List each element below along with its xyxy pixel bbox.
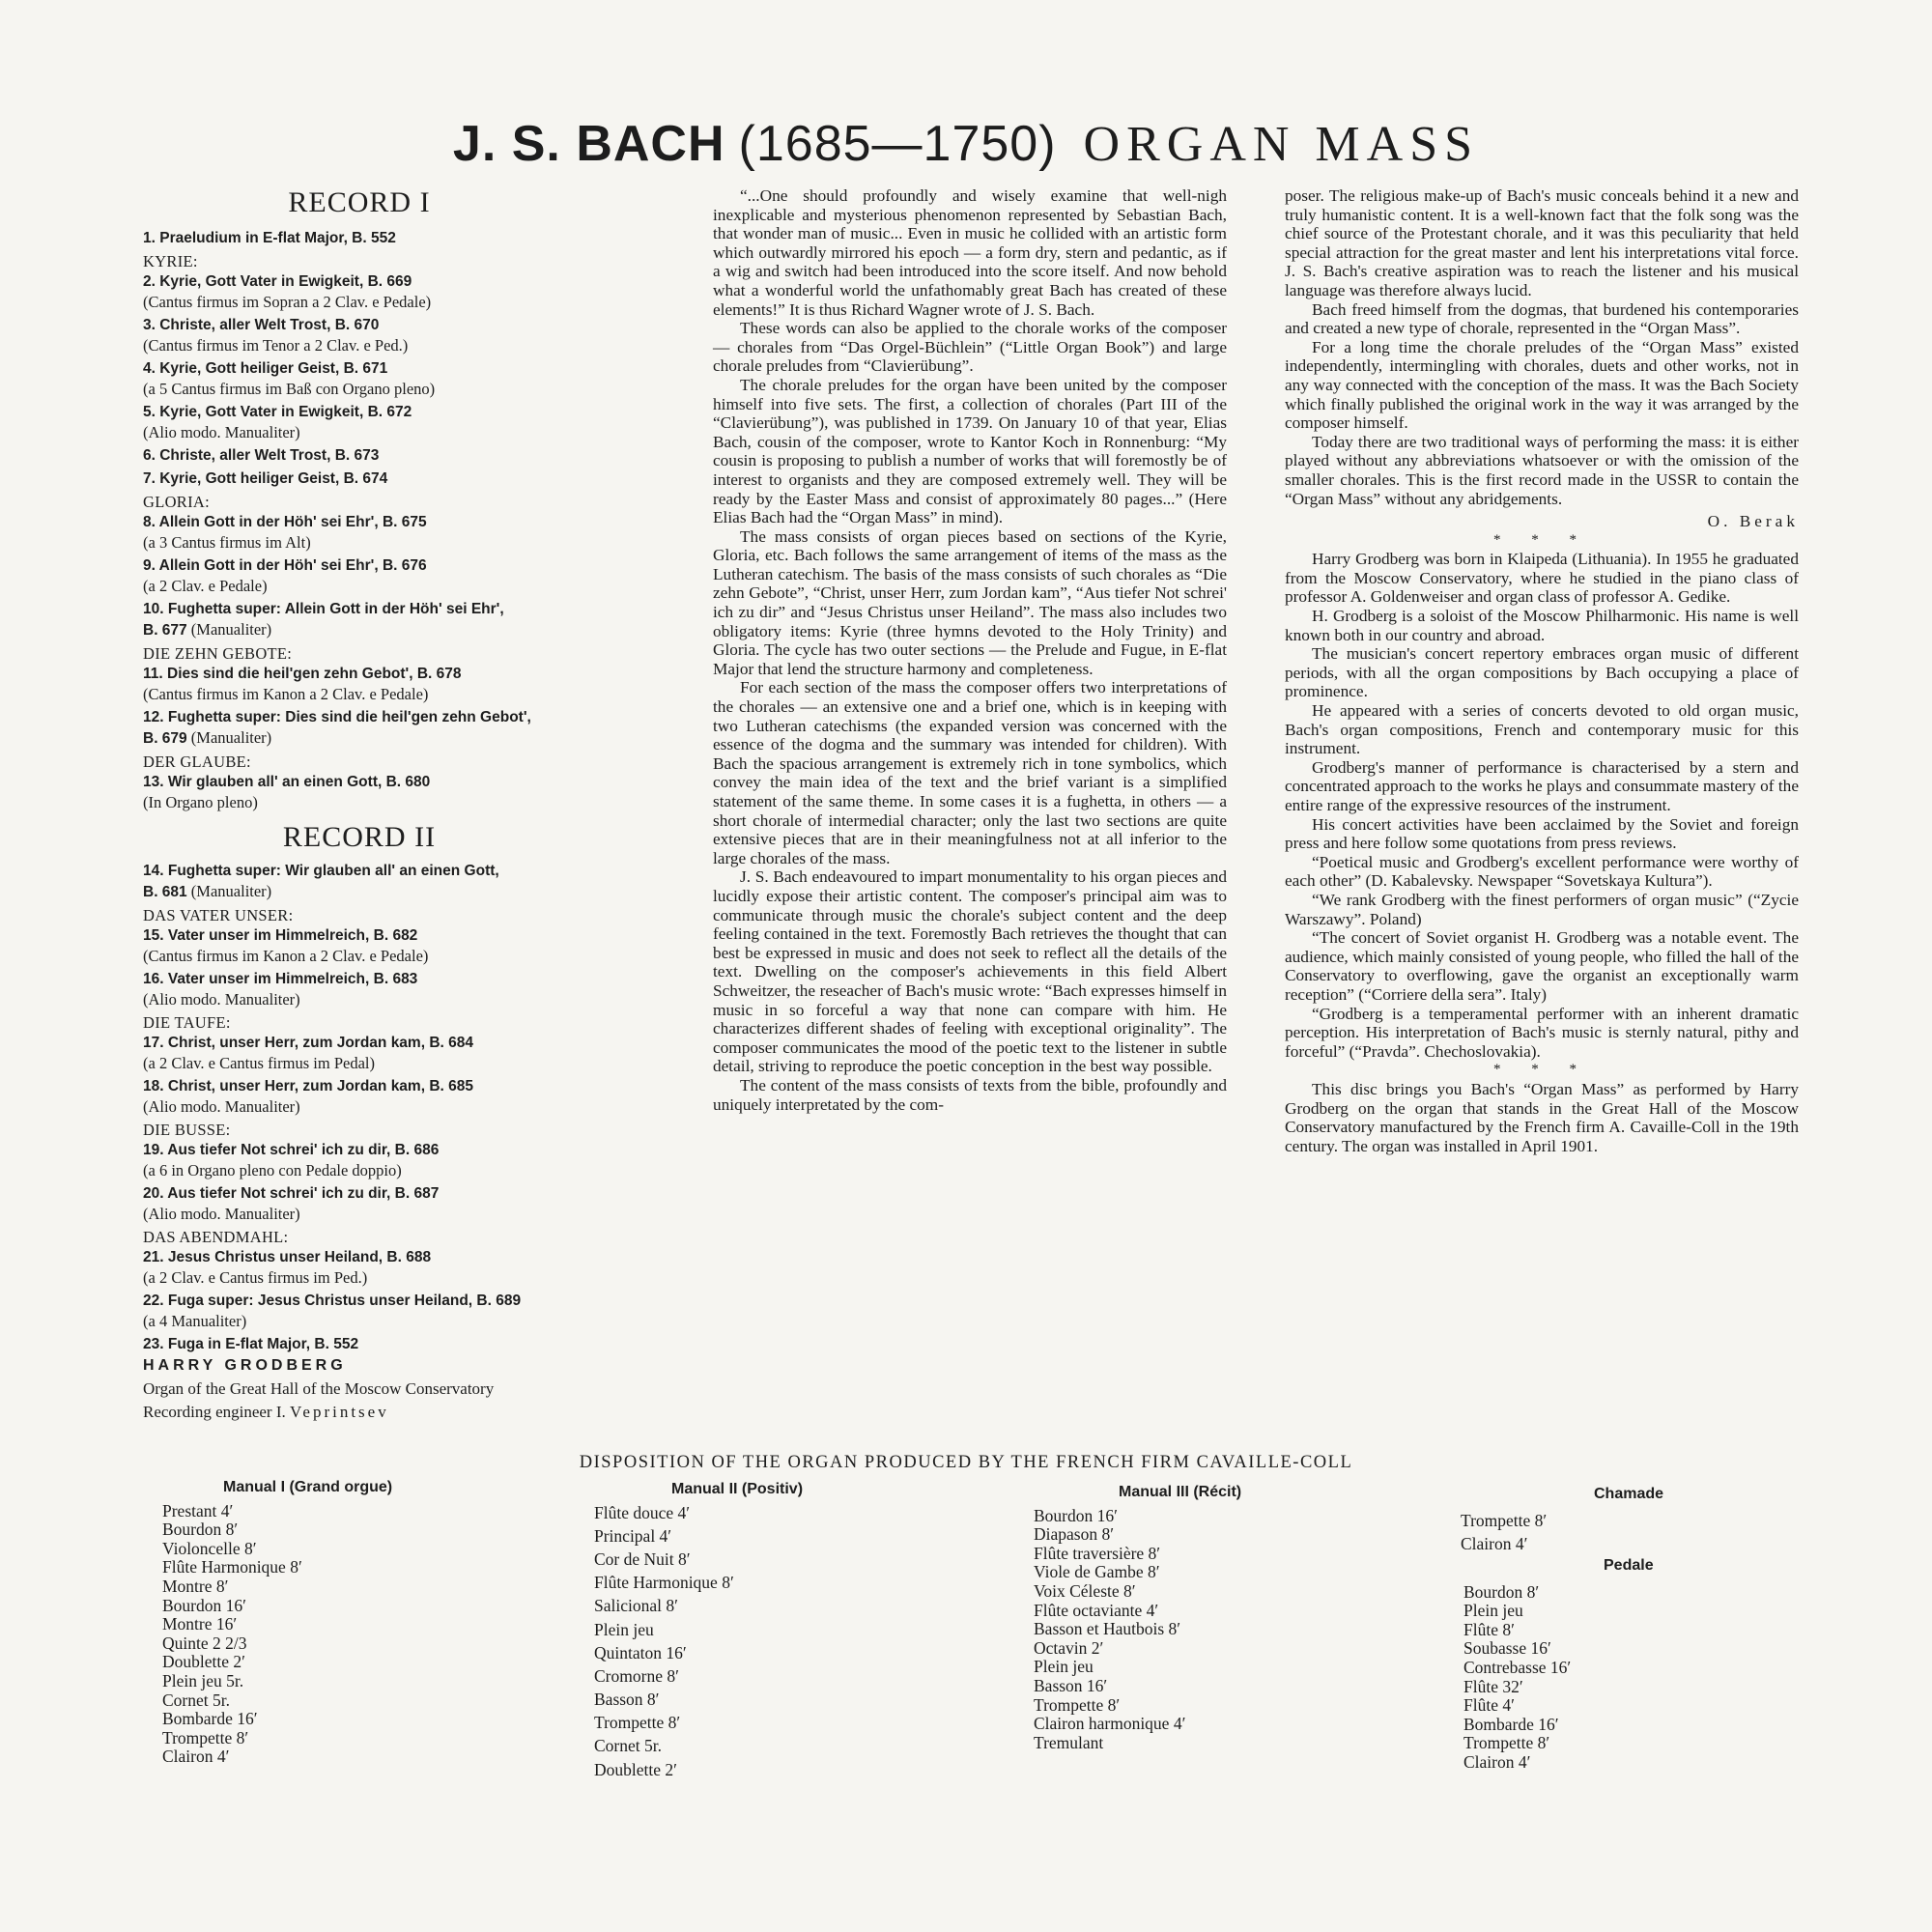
organ-stop: Trompette 8′ [1461, 1510, 1548, 1530]
essay-paragraph: The musician's concert repertory embraces organ music of different periods, with all the organ compositions by Bach occupying a place of prominence. [1285, 644, 1799, 701]
organ-stop: Clairon 4′ [1461, 1533, 1528, 1553]
author-signature: O. Berak [1707, 512, 1799, 531]
performer-name: HARRY GRODBERG [143, 1357, 347, 1374]
organ-stop: Plein jeu [1034, 1657, 1094, 1677]
track-title: 19. Aus tiefer Not schrei' ich zu dir, B. 686 [143, 1142, 440, 1158]
organ-stop: Quintaton 16′ [594, 1642, 687, 1662]
title-years: (1685—1750) [738, 116, 1057, 172]
organ-stop: Flûte octaviante 4′ [1034, 1600, 1159, 1620]
essay-paragraph: Today there are two traditional ways of performing the mass: it is either played without any abbreviations whatsoever or with the omission of the smaller chorales. This is the first record made in the USSR to contain the “Organ Mass” without any abridgements. [1285, 432, 1799, 508]
organ-stop: Cornet 5r. [594, 1736, 662, 1756]
organ-stop: Quinte 2 2/3 [162, 1633, 247, 1653]
track-scoring: (a 2 Clav. e Cantus firmus im Ped.) [143, 1268, 368, 1287]
organ-stop: Bombarde 16′ [162, 1709, 258, 1729]
record-1-heading: RECORD I [288, 186, 431, 218]
track-scoring: (a 4 Manualiter) [143, 1312, 247, 1330]
organ-stop: Trompette 8′ [1034, 1694, 1121, 1715]
essay-part-mass [1285, 186, 1799, 508]
chamade-heading: Chamade [1594, 1486, 1664, 1502]
track-scoring: (Alio modo. Manualiter) [143, 1205, 300, 1223]
track-title: 6. Christe, aller Welt Trost, B. 673 [143, 447, 380, 464]
organ-stop: Prestant 4′ [162, 1500, 234, 1520]
track-scoring: (Cantus firmus im Kanon a 2 Clav. e Pedale) [143, 947, 429, 965]
organ-stop: Viole de Gambe 8′ [1034, 1562, 1160, 1582]
organ-stop: Flûte traversière 8′ [1034, 1543, 1161, 1563]
page-title [0, 114, 1932, 175]
essay-paragraph: His concert activities have been acclaimed by the Soviet and foreign press and here follow some quotations from press reviews. [1285, 814, 1799, 853]
manual-1-stops [162, 1502, 452, 1767]
track-catalog-number: B. 681 [143, 884, 187, 900]
track-title: 7. Kyrie, Gott heiliger Geist, B. 674 [143, 470, 388, 487]
track-scoring: (a 2 Clav. e Pedale) [143, 577, 268, 595]
record-2-tracklist [143, 861, 665, 1357]
section-divider: * * * [1493, 1062, 1590, 1078]
track-scoring: (Cantus firmus im Kanon a 2 Clav. e Pedale) [143, 685, 429, 703]
track-scoring: (a 6 in Organo pleno con Pedale doppio) [143, 1161, 402, 1179]
organ-stop: Basson 8′ [594, 1690, 660, 1710]
manual-3-heading: Manual III (Récit) [1119, 1484, 1242, 1500]
organ-stop: Trompette 8′ [162, 1727, 249, 1747]
track-title: 9. Allein Gott in der Höh' sei Ehr', B. 676 [143, 557, 427, 574]
organ-stop: Doublette 2′ [162, 1652, 245, 1672]
track-title: 18. Christ, unser Herr, zum Jordan kam, B. 685 [143, 1078, 473, 1094]
essay-paragraph: “The concert of Soviet organist H. Grodberg was a notable event. The audience, which mainly consisted of young people, who filled the hall of the Conservatory to overflowing, gave the organist an exceptionally warm reception” (“Corriere della sera”. Italy) [1285, 928, 1799, 1004]
essay-part-organ [1285, 1080, 1799, 1155]
essay-paragraph: For a long time the chorale preludes of the “Organ Mass” existed independently, intermingling with chorales, duets and other works, not in any way connected with the conception of the mass. It was the Bach Society which finally published the original work in the way it was arranged by the composer himself. [1285, 337, 1799, 433]
organ-stop: Trompette 8′ [594, 1713, 681, 1733]
essay-paragraph: For each section of the mass the composer offers two interpretations of the chorales — an extensive one and a brief one, which is in keeping with two Lutheran catechisms (the expanded version was concerned with the essence of the dogma and the summary was intended for children). With Bach the spacious arrangement is extremely rich in tone symbolics, which convey the main idea of the text and the brief variant is a simplified statement of the same theme. In some cases it is a fughetta, in others — a short chorale of intermedial character; only the last two sections are quite extensive pieces that are in their meaningfulness not at all inferior to the large chorales of the mass. [713, 678, 1227, 867]
organ-stop: Bourdon 16′ [1034, 1505, 1118, 1525]
manual-1 [162, 1478, 452, 1767]
pedale-stops [1463, 1583, 1753, 1773]
organ-stop: Plein jeu [594, 1619, 654, 1639]
track-title: 1. Praeludium in E-flat Major, B. 552 [143, 230, 396, 246]
track-scoring: (a 3 Cantus firmus im Alt) [143, 533, 311, 552]
organ-stop: Montre 8′ [162, 1576, 229, 1596]
organ-stop: Trompette 8′ [1463, 1733, 1550, 1753]
essay-paragraph: These words can also be applied to the chorale works of the composer — chorales from “Das Orgel-Büchlein” (“Little Organ Book”) and large chorale preludes from “Clavierübung”. [713, 319, 1227, 376]
organ-stop: Contrebasse 16′ [1463, 1657, 1572, 1677]
essay-paragraph: The content of the mass consists of texts from the bible, profoundly and uniquely interpretated by the com- [713, 1075, 1227, 1114]
organ-stop: Doublette 2′ [594, 1759, 677, 1779]
essay-paragraph: J. S. Bach endeavoured to impart monumentality to his organ pieces and lucidly expose their artistic content. The composer's principal aim was to communicate through music the chorale's subject content and the deep feeling contained in the text. Foremostly Bach retrieves the thought that can best be expressed in music and does not seek to reflect all the details of the text. Dwelling on the composer's achievements in this field Albert Schweitzer, the reseacher of Bach's music wrote: “Bach expresses himself in music in so forceful a way that none can compare with him. He characterizes different shades of feeling with exceptional originality”. The composer communicates the mood of the poetic text to the listener in subtle detail, striving to reproduce the poetic conception in the best way possible. [713, 867, 1227, 1076]
track-scoring: (Manualiter) [190, 620, 272, 639]
organ-stop: Flûte 4′ [1463, 1695, 1515, 1716]
title-composer: J. S. BACH [452, 116, 725, 172]
track-catalog-number: B. 677 [143, 622, 187, 639]
track-title: 8. Allein Gott in der Höh' sei Ehr', B. 675 [143, 514, 427, 530]
track-title: 3. Christe, aller Welt Trost, B. 670 [143, 317, 380, 333]
engineer-name: Veprintsev [290, 1403, 389, 1421]
chamade [1461, 1485, 1750, 1558]
essay-paragraph: This disc brings you Bach's “Organ Mass” as performed by Harry Grodberg on the organ that stands in the Great Hall of the Moscow Conservatory manufactured by the French firm A. Cavaille-Coll in the 19th century. The organ was installed in April 1901. [1285, 1079, 1799, 1155]
track-scoring: (Manualiter) [190, 728, 272, 747]
track-title: 12. Fughetta super: Dies sind die heil'gen zehn Gebot', [143, 709, 531, 725]
track-title: 2. Kyrie, Gott Vater in Ewigkeit, B. 669 [143, 273, 412, 290]
liturgy-section-heading: KYRIE: [143, 252, 198, 270]
organ-stop: Voix Céleste 8′ [1034, 1580, 1136, 1601]
manual-2-stops [594, 1504, 884, 1780]
liturgy-section-heading: DER GLAUBE: [143, 753, 251, 771]
organ-stop: Diapason 8′ [1034, 1524, 1115, 1545]
track-title: 11. Dies sind die heil'gen zehn Gebot', B. 678 [143, 666, 462, 682]
track-scoring: (Cantus firmus im Sopran a 2 Clav. e Pedale) [143, 293, 432, 311]
liturgy-section-heading: DIE BUSSE: [143, 1121, 231, 1139]
essay-paragraph: Harry Grodberg was born in Klaipeda (Lithuania). In 1955 he graduated from the Moscow Conservatory, where he studied in the piano class of professor A. Goldenweiser and organ class of professor A. Gedike. [1285, 550, 1799, 607]
liturgy-section-heading: DAS VATER UNSER: [143, 906, 294, 924]
essay-part-performer [1285, 550, 1799, 1061]
organ-stop: Clairon 4′ [1463, 1751, 1531, 1772]
track-catalog-number: B. 679 [143, 730, 187, 747]
essay-paragraph: “We rank Grodberg with the finest performers of organ music” (“Zycie Warszawy”. Poland) [1285, 890, 1799, 928]
title-work: ORGAN MASS [1083, 117, 1480, 172]
pedale [1463, 1556, 1753, 1773]
track-title: 5. Kyrie, Gott Vater in Ewigkeit, B. 672 [143, 404, 412, 420]
essay-paragraph: poser. The religious make-up of Bach's music conceals behind it a new and truly humanistic content. It is a well-known fact that the folk song was the chief source of the Protestant chorale, and it was this peculiarity that held special attraction for the great master and lent his interpretations vital force. J. S. Bach's creative aspiration was to reach the listener and his musical language was therefore always lucid. [1285, 186, 1799, 299]
organ-stop: Plein jeu 5r. [162, 1670, 244, 1690]
liturgy-section-heading: GLORIA: [143, 493, 211, 511]
track-title: 20. Aus tiefer Not schrei' ich zu dir, B. 687 [143, 1185, 440, 1202]
liturgy-section-heading: DIE ZEHN GEBOTE: [143, 644, 293, 663]
manual-3 [1034, 1483, 1343, 1752]
track-title: 15. Vater unser im Himmelreich, B. 682 [143, 927, 418, 944]
track-scoring: (Alio modo. Manualiter) [143, 990, 300, 1009]
essay-paragraph: “Poetical music and Grodberg's excellent performance were worthy of each other” (D. Kabalevsky. Newspaper “Sovetskaya Kultura”). [1285, 852, 1799, 891]
track-scoring: (Cantus firmus im Tenor a 2 Clav. e Ped.) [143, 336, 409, 355]
organ-stop: Cromorne 8′ [594, 1665, 679, 1686]
performer-credits [143, 1354, 684, 1424]
organ-stop: Flûte Harmonique 8′ [162, 1557, 302, 1577]
organ-stop: Violoncelle 8′ [162, 1538, 257, 1558]
organ-stop: Salicional 8′ [594, 1596, 678, 1616]
organ-stop: Bourdon 8′ [1463, 1581, 1540, 1602]
track-title: 13. Wir glauben all' an einen Gott, B. 680 [143, 774, 431, 790]
track-title: 21. Jesus Christus unser Heiland, B. 688 [143, 1249, 432, 1265]
organ-stop: Basson et Hautbois 8′ [1034, 1619, 1181, 1639]
track-title: 14. Fughetta super: Wir glauben all' an einen Gott, [143, 863, 499, 879]
record-2-heading: RECORD II [282, 821, 437, 853]
essay-paragraph: “...One should profoundly and wisely examine that well-nigh inexplicable and mysterious phenomenon represented by Sebastian Bach, that wonder man of music... Even in music he collided with an artistic form which outwardly mirrored his epoch — a form dry, stern and pedantic, as if a wig and switch had been introduced into the score itself. And now behold what a wonderful world the unfathomably great Bach has created of these elements!” It is thus Richard Wagner wrote of J. S. Bach. [713, 186, 1227, 319]
organ-stop: Tremulant [1034, 1732, 1104, 1752]
track-title: 16. Vater unser im Himmelreich, B. 683 [143, 971, 418, 987]
liturgy-section-heading: DAS ABENDMAHL: [143, 1228, 289, 1246]
track-scoring: (a 5 Cantus firmus im Baß con Organo pleno) [143, 380, 436, 398]
organ-stop: Clairon 4′ [162, 1747, 230, 1767]
track-title: 22. Fuga super: Jesus Christus unser Heiland, B. 689 [143, 1293, 522, 1309]
track-scoring: (Alio modo. Manualiter) [143, 1097, 300, 1116]
liturgy-section-heading: DIE TAUFE: [143, 1013, 231, 1032]
organ-stop: Flûte 8′ [1463, 1619, 1515, 1639]
essay-paragraph: Grodberg's manner of performance is characterised by a stern and concentrated approach to the works he plays and consummate mastery of the entire range of the expressive resources of the instrument. [1285, 757, 1799, 814]
organ-stop: Flûte douce 4′ [594, 1502, 691, 1522]
manual-1-heading: Manual I (Grand orgue) [223, 1479, 393, 1495]
organ-stop: Principal 4′ [594, 1525, 672, 1546]
organ-stop: Cornet 5r. [162, 1690, 230, 1710]
organ-stop: Octavin 2′ [1034, 1637, 1104, 1658]
essay-paragraph: “Grodberg is a temperamental performer with an inherent dramatic perception. His interpretation of Bach's music is sternly natural, pithy and forceful” (“Pravda”. Chechoslovakia). [1285, 1004, 1799, 1061]
pedale-heading: Pedale [1604, 1557, 1654, 1574]
section-divider: * * * [1493, 531, 1590, 548]
track-title: 10. Fughetta super: Allein Gott in der Höh' sei Ehr', [143, 601, 504, 617]
recording-engineer [143, 1401, 684, 1424]
essay-paragraph: The mass consists of organ pieces based on sections of the Kyrie, Gloria, etc. Bach follows the same arrangement of items of the mass as the Lutheran catechism. The basis of the mass consists of such chorales as “Die zehn Gebote”, “Christ, unser Herr, zum Jordan kam”, “Aus tiefer Not schrei' ich zu dir” and “Jesus Christus unser Heiland”. The mass also includes two obligatory items: Kyrie (three hymns devoted to the Holy Trinity) and Gloria. The cycle has two outer sections — the Prelude and Fugue, in E-flat Major that lend the structure harmony and completeness. [713, 526, 1227, 678]
essay-paragraph: Bach freed himself from the dogmas, that burdened his contemporaries and created a new type of chorale, represented in the “Organ Mass”. [1285, 299, 1799, 338]
essay-paragraph: He appeared with a series of concerts devoted to old organ music, Bach's organ compositions, French and contemporary music for this instrument. [1285, 701, 1799, 758]
engineer-label: Recording engineer I. [143, 1403, 286, 1421]
organ-stop: Cor de Nuit 8′ [594, 1548, 691, 1569]
essay-column-3 [1285, 186, 1799, 1155]
essay-paragraph: The chorale preludes for the organ have been united by the composer himself into five sets. The first, a collection of chorales (Part III of the “Clavierübung”), was published in 1739. On January 10 of that year, Elias Bach, cousin of the composer, wrote to Kantor Koch in Ronnenburg: “My cousin is proposing to publish a number of works that will foremostly be of interest to organists and they are composed extremely well. They will be ready by the Easter Mass and consist of approximately 80 pages...” (Here Elias Bach had the “Organ Mass” in mind). [713, 375, 1227, 527]
manual-3-stops [1034, 1507, 1343, 1753]
manual-2 [594, 1480, 884, 1784]
essay-paragraph: H. Grodberg is a soloist of the Moscow Philharmonic. His name is well known both in our country and abroad. [1285, 607, 1799, 644]
track-title: 17. Christ, unser Herr, zum Jordan kam, B. 684 [143, 1035, 473, 1051]
manual-2-heading: Manual II (Positiv) [671, 1481, 804, 1497]
track-scoring: (Alio modo. Manualiter) [143, 423, 300, 441]
organ-stop: Flûte 32′ [1463, 1676, 1523, 1696]
organ-stop: Basson 16′ [1034, 1675, 1108, 1695]
organ-venue: Organ of the Great Hall of the Moscow Conservatory [143, 1379, 495, 1398]
organ-stop: Bourdon 8′ [162, 1520, 239, 1540]
track-scoring: (In Organo pleno) [143, 793, 258, 811]
organ-stop: Soubasse 16′ [1463, 1638, 1551, 1659]
track-scoring: (Manualiter) [190, 882, 272, 900]
track-title: 23. Fuga in E-flat Major, B. 552 [143, 1336, 359, 1352]
record-1-tracklist [143, 228, 665, 815]
organ-stop: Bombarde 16′ [1463, 1714, 1559, 1734]
disposition-title: DISPOSITION OF THE ORGAN PRODUCED BY THE FRENCH FIRM CAVAILLE-COLL [579, 1453, 1353, 1472]
track-title: 4. Kyrie, Gott heiliger Geist, B. 671 [143, 360, 388, 377]
chamade-stops [1461, 1512, 1750, 1554]
organ-stop: Flûte Harmonique 8′ [594, 1573, 734, 1593]
organ-stop: Montre 16′ [162, 1614, 238, 1634]
essay-column-2 [713, 186, 1227, 1114]
organ-stop: Plein jeu [1463, 1601, 1523, 1621]
track-scoring: (a 2 Clav. e Cantus firmus im Pedal) [143, 1054, 375, 1072]
organ-stop: Clairon harmonique 4′ [1034, 1714, 1186, 1734]
organ-stop: Bourdon 16′ [162, 1595, 246, 1615]
